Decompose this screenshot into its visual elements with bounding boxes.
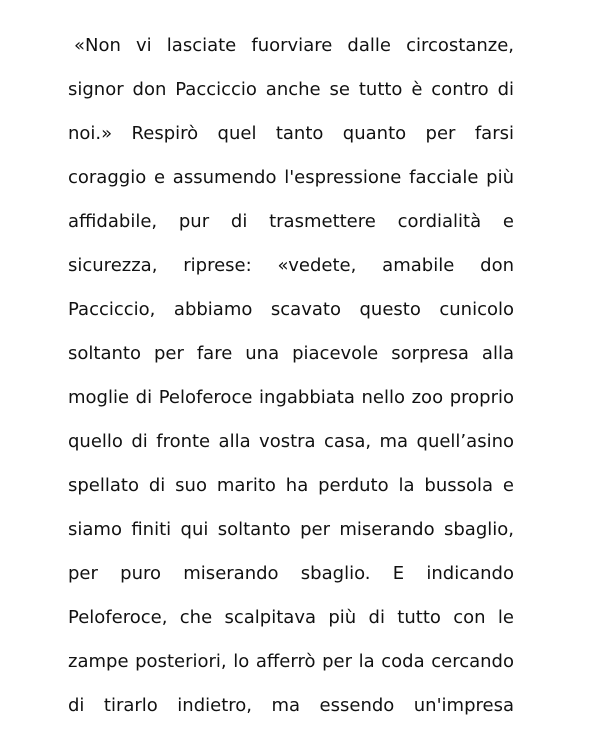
text-line: siamo finiti qui soltanto per miserando sbaglio,	[68, 519, 514, 540]
text-line: coraggio e assumendo l'espressione facciale più	[68, 167, 514, 188]
text-line: affidabile, pur di trasmettere cordialità e	[68, 211, 514, 232]
text-line: Peloferoce, che scalpitava più di tutto con le	[68, 607, 514, 628]
text-line: «Non vi lasciate fuorviare dalle circostanze,	[74, 35, 514, 56]
text-line: spellato di suo marito ha perduto la bussola e	[68, 475, 514, 496]
document-page	[68, 24, 514, 728]
text-line: signor don Pacciccio anche se tutto è contro di	[68, 79, 514, 100]
text-line: quello di fronte alla vostra casa, ma quell’asino	[68, 431, 514, 452]
text-line: zampe posteriori, lo afferrò per la coda cercando	[68, 651, 514, 672]
text-line: Pacciccio, abbiamo scavato questo cunicolo	[68, 299, 514, 320]
text-line: sicurezza, riprese: «vedete, amabile don	[68, 255, 514, 276]
text-line: soltanto per fare una piacevole sorpresa alla	[68, 343, 514, 364]
text-line: per puro miserando sbaglio. E indicando	[68, 563, 514, 584]
text-line: moglie di Peloferoce ingabbiata nello zoo proprio	[68, 387, 514, 408]
text-line: di tirarlo indietro, ma essendo un'impresa	[68, 695, 514, 716]
text-line: noi.» Respirò quel tanto quanto per farsi	[68, 123, 514, 144]
